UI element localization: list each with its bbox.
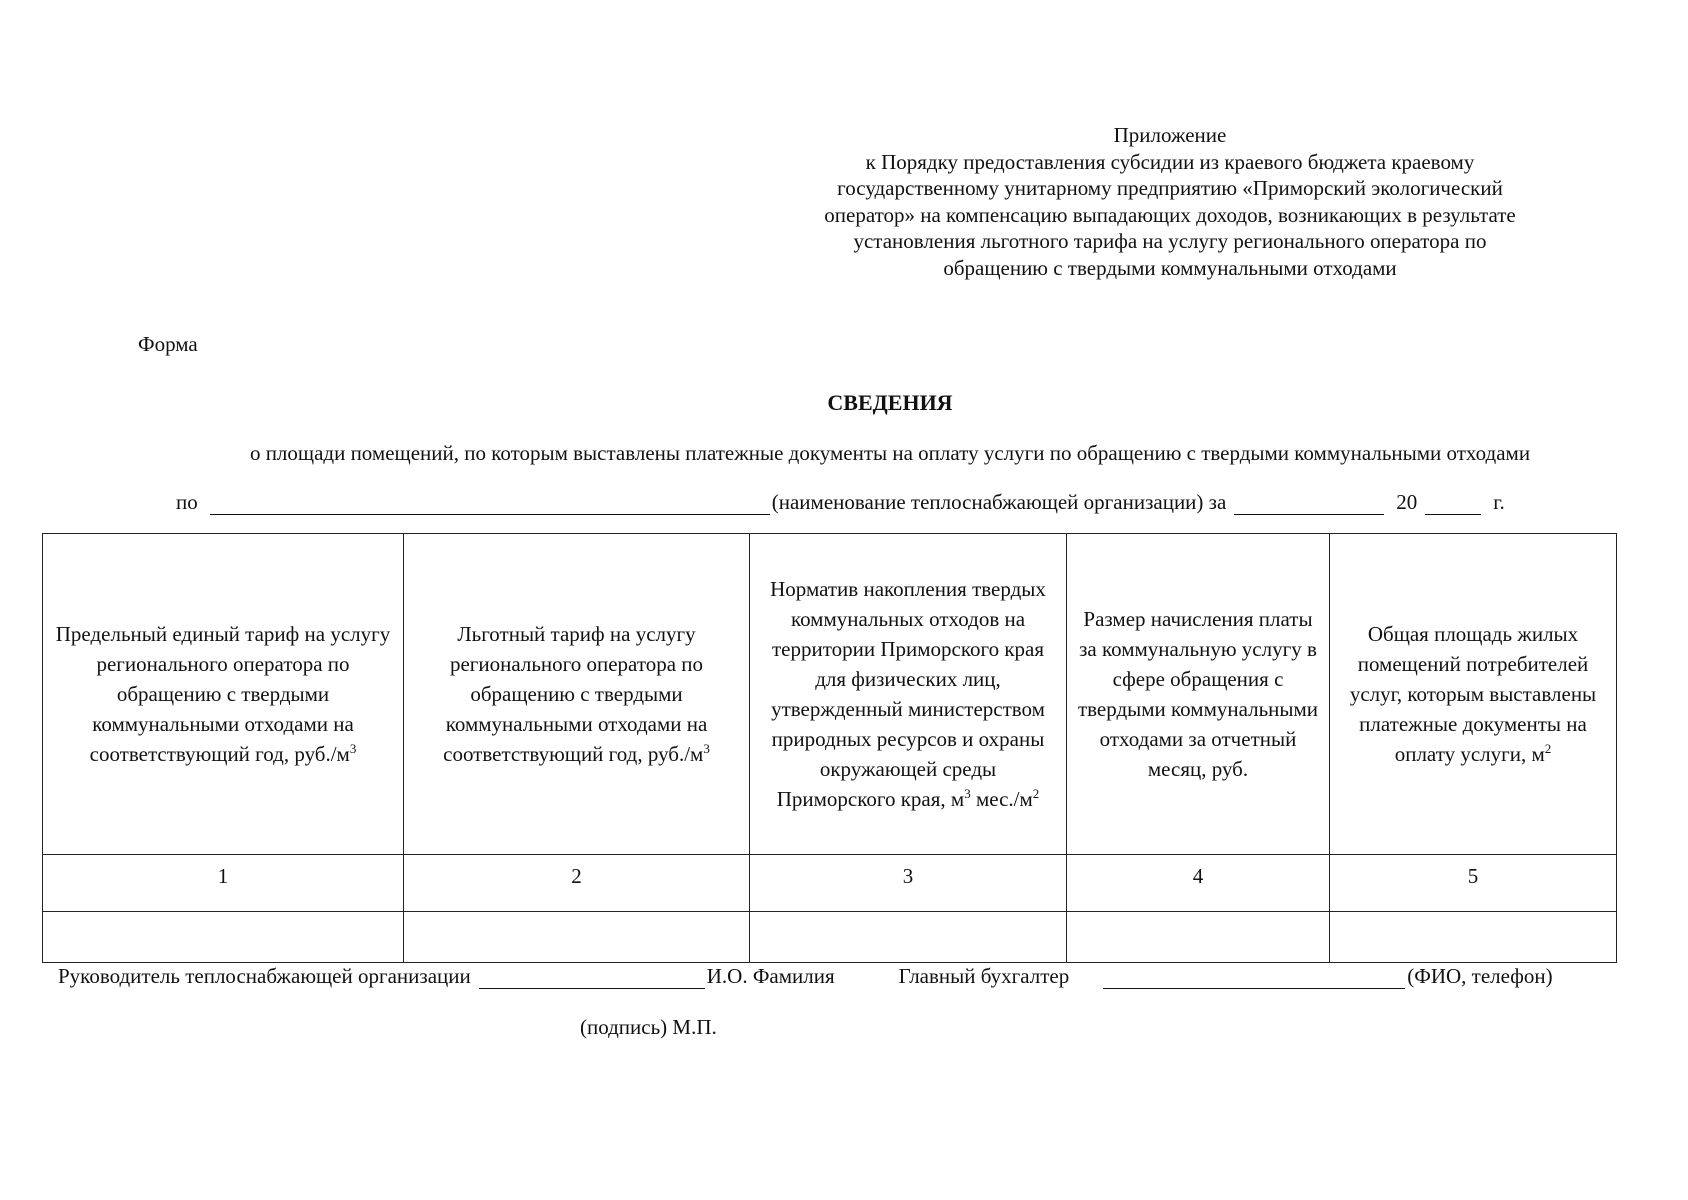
data-table [42, 533, 1617, 963]
table-cell[interactable] [43, 912, 404, 963]
accountant-hint: (ФИО, телефон) [1407, 964, 1553, 988]
period-prefix: по [176, 490, 198, 514]
organization-name-blank[interactable] [210, 494, 770, 515]
signature-stamp-note: (подпись) М.П. [580, 1015, 717, 1039]
year-blank[interactable] [1425, 494, 1481, 515]
period-line [176, 490, 1505, 515]
document-title: СВЕДЕНИЯ [827, 390, 953, 415]
form-label: Форма [138, 332, 198, 356]
month-blank[interactable] [1234, 494, 1384, 515]
year-prefix: 20 [1396, 490, 1418, 514]
table-cell[interactable] [1067, 912, 1330, 963]
accountant-blank[interactable] [1103, 968, 1405, 989]
table-header-row [43, 534, 1617, 855]
column-header-max-tariff: Предельный единый тариф на услугу регионального оператора по обращению с твердыми коммунальными отходами на соответствующий год, $руб./м^3$ [43, 534, 404, 855]
accountant-label: Главный бухгалтер [898, 964, 1070, 988]
signature-line [58, 964, 1618, 989]
column-numbers-row [43, 855, 1617, 912]
appendix-line: установления льготного тарифа на услугу регионального оператора по [853, 229, 1487, 253]
table-cell[interactable] [750, 912, 1067, 963]
appendix-header [760, 122, 1580, 281]
column-number: 5 [1330, 855, 1617, 912]
head-signature-blank[interactable] [479, 968, 705, 989]
appendix-line: Приложение [1113, 123, 1227, 147]
table-cell[interactable] [1330, 912, 1617, 963]
appendix-line: оператор» на компенсацию выпадающих доходов, возникающих в результате [824, 202, 1516, 227]
column-header-preferential-tariff: Льготный тариф на услугу регионального оператора по обращению с твердыми коммунальными отходами на соответствующий год, $руб./м^3$ [404, 534, 750, 855]
column-header-total-area: Общая площадь жилых помещений потребителей услуг, которым выставлены платежные документы на оплату услуги, $м^2$ [1330, 534, 1617, 855]
head-name: И.О. Фамилия [706, 964, 835, 988]
table-row [43, 912, 1617, 963]
column-header-charge-amount: Размер начисления платы за коммунальную услугу в сфере обращения с твердыми коммунальными отходами за отчетный месяц, руб. [1067, 534, 1330, 855]
column-number: 2 [404, 855, 750, 912]
column-header-accumulation-norm: Норматив накопления твердых коммунальных отходов на территории Приморского края для физических лиц, утвержденный министерством природных ресурсов и охраны окружающей среды Приморского края, $м^3$ $мес./м^2$ [750, 534, 1067, 855]
year-suffix: г. [1493, 490, 1505, 514]
column-number: 3 [750, 855, 1067, 912]
document-subtitle: о площади помещений, по которым выставлены платежные документы на оплату услуги по обращению с твердыми коммунальными отходами [249, 441, 1531, 465]
appendix-line: государственному унитарному предприятию «Приморский экологический [837, 176, 1503, 200]
column-number: 4 [1067, 855, 1330, 912]
table-cell[interactable] [404, 912, 750, 963]
column-number: 1 [43, 855, 404, 912]
appendix-line: обращению с твердыми коммунальными отходами [943, 255, 1397, 280]
appendix-line: к Порядку предоставления субсидии из краевого бюджета краевому [865, 149, 1475, 174]
organization-hint: (наименование теплоснабжающей организации) за [771, 490, 1227, 514]
head-label: Руководитель теплоснабжающей организации [58, 964, 471, 988]
